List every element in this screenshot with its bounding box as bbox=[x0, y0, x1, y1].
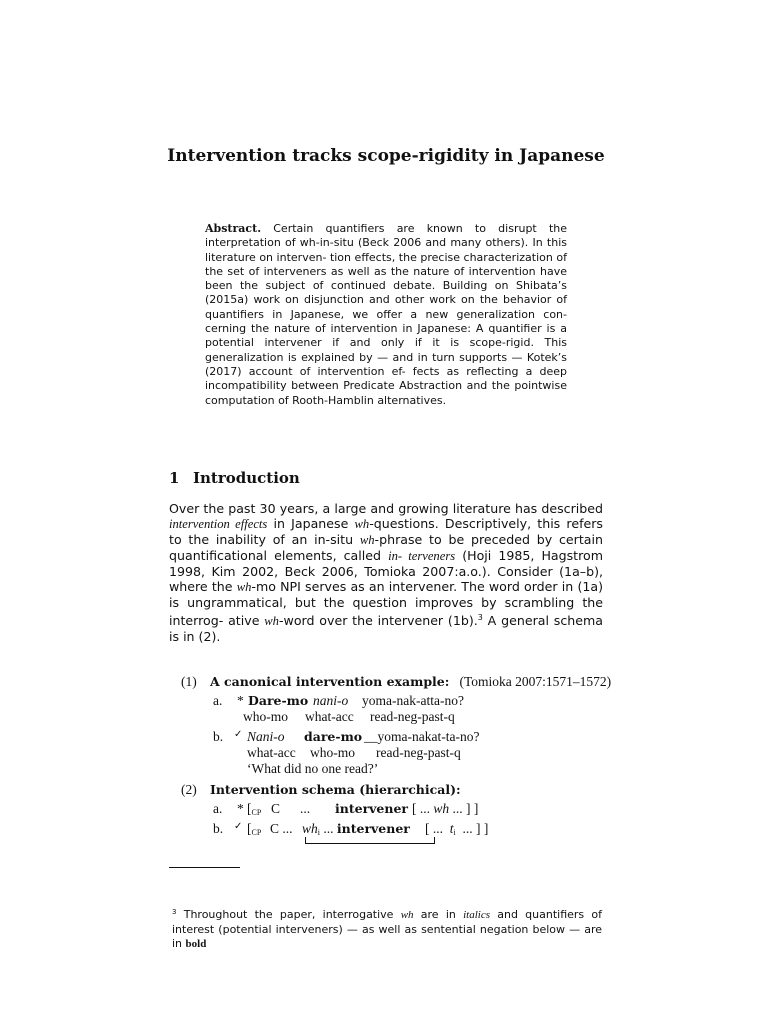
cp-subscript: CP bbox=[251, 828, 262, 837]
open-bracket: [ bbox=[247, 801, 252, 816]
ex2a-c: C bbox=[271, 801, 281, 816]
footnote-number: 3 bbox=[172, 908, 177, 916]
intro-text: -word over the intervener (1b). bbox=[278, 613, 478, 629]
open-bracket: [ bbox=[247, 821, 252, 836]
word: dare-mo bbox=[304, 729, 363, 744]
ex1a-word: yoma-nak-atta-no? bbox=[362, 693, 464, 708]
ex1a-gloss: who-mo bbox=[243, 709, 288, 724]
example-label: Intervention schema (hierarchical): bbox=[210, 782, 461, 797]
word: ... ] ] bbox=[452, 801, 479, 816]
index-subscript: i bbox=[453, 828, 456, 837]
footnote-bold: bold bbox=[185, 938, 207, 950]
intro-italic: wh bbox=[264, 614, 279, 629]
word: [ ... bbox=[412, 801, 430, 816]
footnote-text: Throughout the paper, interrogative bbox=[183, 908, 401, 921]
ex1b-gloss: who-mo bbox=[310, 745, 355, 760]
ex1a-gloss: what-acc bbox=[305, 709, 354, 724]
index-subscript: i bbox=[317, 828, 320, 837]
section-heading bbox=[169, 468, 300, 488]
intro-italic: in- terveners bbox=[388, 549, 456, 563]
paper-title: Intervention tracks scope-rigidity in Japanese bbox=[167, 146, 605, 166]
example-2-header bbox=[181, 782, 461, 798]
footnote bbox=[172, 905, 602, 952]
abstract bbox=[205, 222, 567, 408]
section-title: Introduction bbox=[193, 469, 300, 487]
intro-text: Over the past 30 years, a large and growing literature has described bbox=[169, 501, 603, 516]
ex2a-mark: * bbox=[237, 801, 244, 816]
word: wh bbox=[302, 821, 318, 836]
ex1b-word bbox=[247, 729, 285, 745]
ex1b-letter: b. bbox=[213, 729, 224, 744]
ex2a-letter: a. bbox=[213, 801, 223, 816]
ex1a-mark: * bbox=[237, 693, 244, 708]
footnote-marker: 3 bbox=[477, 613, 483, 622]
word: ... ] ] bbox=[462, 821, 489, 836]
example-number: (1) bbox=[181, 674, 197, 689]
abstract-text: Certain quantifiers are known to disrupt the interpretation of wh-in-situ (Beck 2006 and many others). In this literature on interven- tion effects, the precise characterization of the set of interveners as well as the nature of intervention have been the subject of continued debate. Building on Shibata’s (2015a) work on disjunction and other work on the behavior of quantifiers in Japanese, we offer a new generalization con- cerning the nature of intervention in Japanese: A quantifier is a potential intervener if and only if it is scope-rigid. This generalization is explained by — and in turn supports — Kotek’s (2017) account of intervention ef- fects as reflecting a deep incompatibility between Predicate Abstraction and the pointwise computation of Rooth-Hamblin alternatives. bbox=[205, 222, 567, 407]
intro-italic: intervention effects bbox=[169, 517, 268, 531]
intro-paragraph bbox=[169, 501, 603, 644]
intro-text: -mo NPI serves as an intervener. The word order in (1a) is ungrammatical, but the question improves by scrambling the interrog- ative bbox=[169, 579, 603, 629]
movement-bracket bbox=[305, 837, 435, 844]
word: intervener bbox=[336, 821, 410, 836]
word: wh bbox=[433, 801, 450, 816]
footnote-text: and quantifiers of interest (potential interveners) — as well as sentential negation below — are in bbox=[172, 908, 602, 950]
word: intervener bbox=[335, 801, 408, 816]
ex2a-intervener bbox=[335, 801, 408, 817]
ex2a-rest bbox=[412, 801, 478, 817]
ex1b-word: __yoma-nakat-ta-no? bbox=[364, 729, 480, 744]
ex1a-word bbox=[248, 693, 308, 709]
ex2b-bracket bbox=[247, 821, 261, 841]
ex2a-dots: ... bbox=[300, 801, 311, 816]
intro-italic: wh bbox=[354, 517, 370, 531]
abstract-label: Abstract. bbox=[205, 222, 262, 235]
checkmark-icon: ✓ bbox=[234, 729, 243, 740]
intro-text: -questions. Descriptively, this refers to the inability of an in-situ bbox=[169, 516, 603, 547]
ex1b-word bbox=[304, 729, 362, 745]
ex2b-c: C ... bbox=[270, 821, 293, 836]
intro-italic: wh bbox=[236, 580, 252, 594]
example-1-header bbox=[181, 674, 611, 690]
footnote-text: are in bbox=[413, 908, 464, 921]
word: Dare-mo bbox=[248, 693, 309, 708]
checkmark-icon: ✓ bbox=[234, 821, 243, 832]
ex1b-translation: ‘What did no one read?’ bbox=[247, 761, 379, 776]
word: t bbox=[449, 821, 454, 836]
ex2b-letter: b. bbox=[213, 821, 224, 836]
ex1b-gloss: what-acc bbox=[247, 745, 296, 760]
footnote-italic: italics bbox=[463, 909, 490, 921]
intro-text: A general schema is in (2). bbox=[169, 613, 603, 645]
word: ... bbox=[323, 821, 334, 836]
intro-text: -phrase to be preceded by certain quantificational elements, called bbox=[169, 532, 603, 563]
section-number: 1 bbox=[169, 469, 180, 487]
example-source: (Tomioka 2007:1571–1572) bbox=[459, 674, 612, 689]
word: Nani-o bbox=[247, 729, 285, 744]
ex2a-bracket bbox=[247, 801, 261, 821]
example-number: (2) bbox=[181, 782, 197, 797]
ex1b-gloss: read-neg-past-q bbox=[376, 745, 461, 760]
example-label: A canonical intervention example: bbox=[210, 674, 450, 689]
word: [ ... bbox=[425, 821, 443, 836]
footnote-rule bbox=[169, 867, 240, 868]
footnote-italic: wh bbox=[400, 909, 414, 921]
intro-text: in Japanese bbox=[267, 516, 355, 531]
word: nani-o bbox=[313, 693, 349, 708]
ex1a-gloss: read-neg-past-q bbox=[370, 709, 455, 724]
intro-text: (Hoji 1985, Hagstrom 1998, Kim 2002, Beck 2006, Tomioka 2007:a.o.). Consider (1a–b), where the bbox=[169, 548, 603, 594]
ex1a-letter: a. bbox=[213, 693, 223, 708]
intro-italic: wh bbox=[359, 533, 375, 547]
ex1a-word bbox=[313, 693, 348, 709]
cp-subscript: CP bbox=[251, 808, 262, 817]
